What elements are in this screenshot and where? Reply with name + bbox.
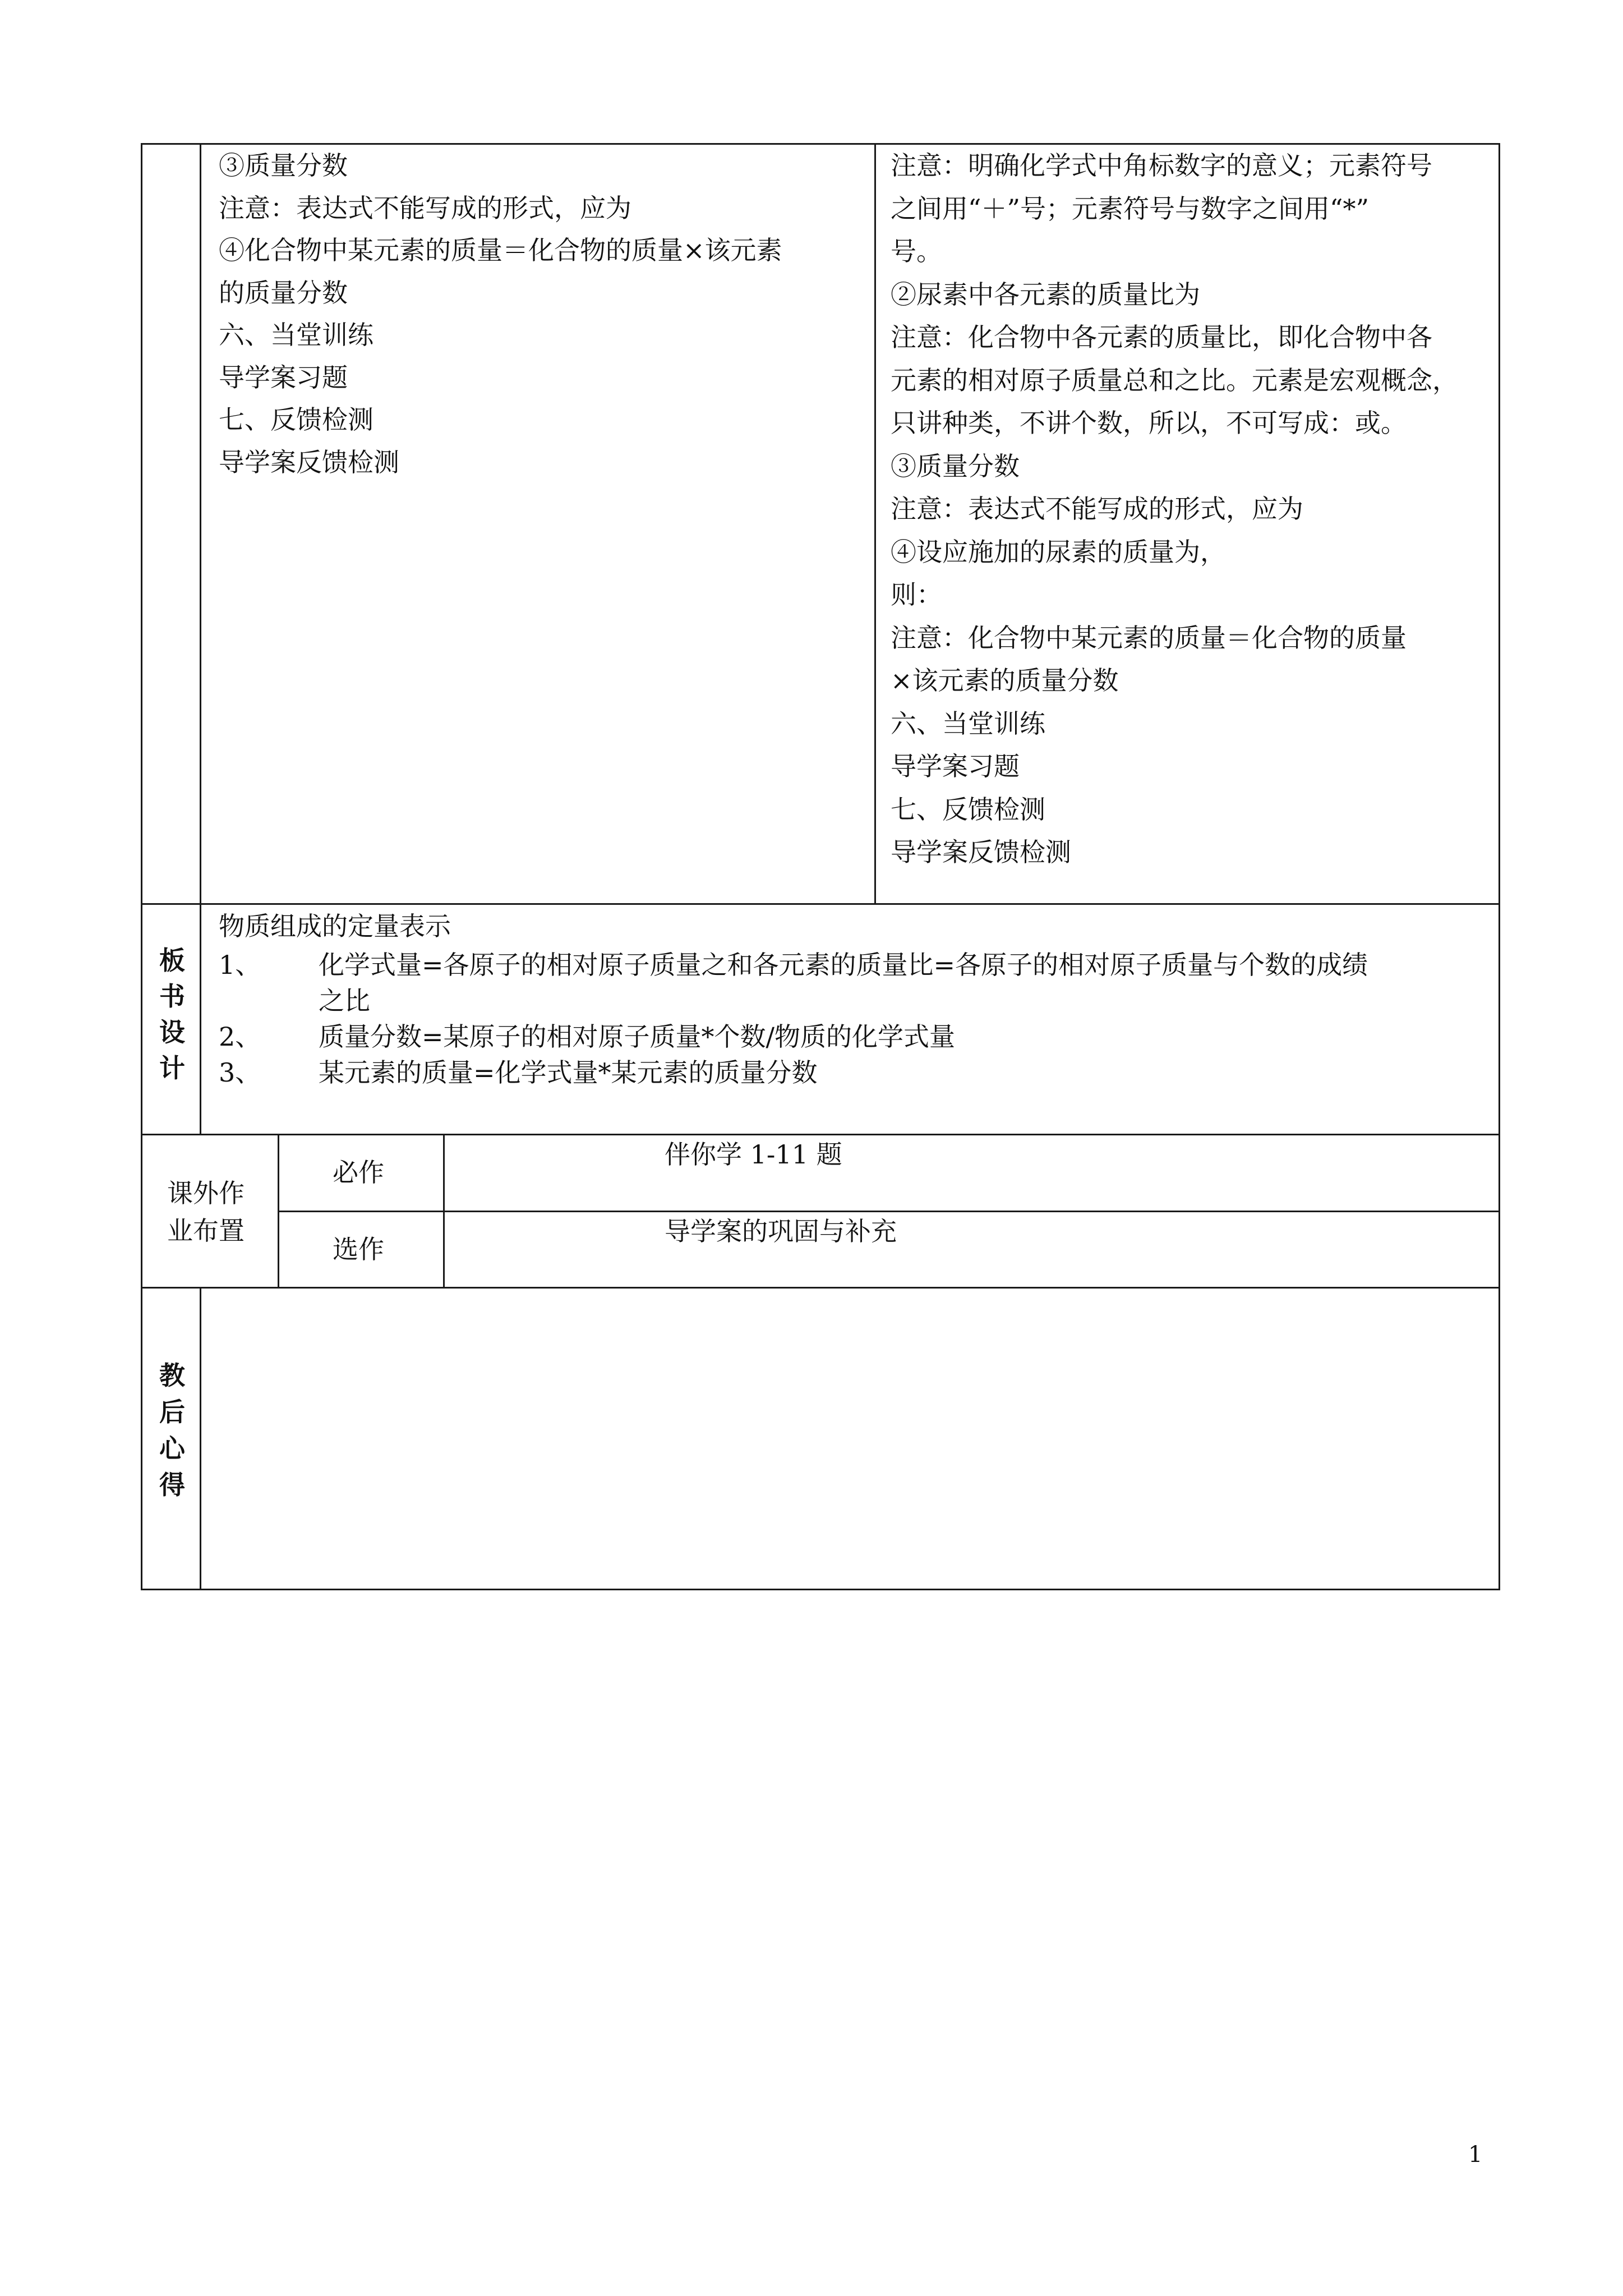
label-char: 教 [159, 1360, 185, 1391]
teacher-activity-column [219, 145, 782, 484]
list-item [219, 947, 1492, 983]
row-divider-board [141, 903, 1500, 905]
list-item [219, 983, 1492, 1019]
item-text: 之比 [319, 986, 370, 1016]
list-item [219, 1055, 1492, 1091]
text-line: ②尿素中各元素的质量比为 [891, 279, 1200, 310]
text-line: 之间用“＋”号；元素符号与数字之间用“*” [891, 193, 1370, 224]
text-line: 导学案习题 [891, 751, 1020, 781]
item-number: 3、 [219, 1057, 261, 1088]
table-right-border [1498, 143, 1500, 1590]
student-activity-column [891, 145, 1458, 875]
text-line: ③质量分数 [219, 150, 348, 181]
label-column-divider-top [200, 143, 201, 1135]
list-item [219, 1019, 1492, 1055]
text-line: 七、反馈检测 [891, 794, 1045, 825]
text-line: 则： [891, 579, 942, 610]
board-design-title: 物质组成的定量表示 [219, 911, 451, 941]
item-text: 某元素的质量=化学式量*某元素的质量分数 [319, 1057, 818, 1088]
text-line: ×该元素的质量分数 [891, 665, 1119, 696]
label-char: 板 [159, 945, 185, 976]
homework-type-divider [443, 1134, 445, 1289]
item-number: 1、 [219, 950, 261, 980]
text-line: 七、反馈检测 [219, 404, 374, 435]
label-char: 后 [159, 1397, 185, 1427]
text-line: 导学案反馈检测 [219, 447, 399, 477]
board-design-label [158, 942, 186, 1086]
reflection-content-area[interactable] [202, 1289, 1497, 1588]
label-char: 得 [159, 1470, 185, 1500]
text-line: 注意：表达式不能写成的形式，应为 [891, 494, 1303, 524]
page-number: 1 [1468, 2142, 1483, 2168]
label-char: 书 [159, 981, 185, 1011]
text-line: 导学案反馈检测 [891, 837, 1071, 867]
homework-label-line2: 业布置 [167, 1216, 245, 1246]
optional-label: 选作 [333, 1234, 384, 1264]
label-char: 计 [159, 1053, 185, 1083]
homework-label-divider [278, 1134, 279, 1289]
required-homework-text: 伴你学 1-11 题 [665, 1139, 842, 1170]
table-left-border [141, 143, 142, 1590]
text-line: ④化合物中某元素的质量＝化合物的质量×该元素 [219, 235, 782, 265]
text-line: ③质量分数 [891, 450, 1020, 481]
optional-homework-text: 导学案的巩固与补充 [665, 1216, 897, 1246]
text-line: 六、当堂训练 [891, 708, 1045, 739]
text-line: 导学案习题 [219, 362, 348, 393]
text-line: 元素的相对原子质量总和之比。元素是宏观概念， [891, 365, 1458, 395]
label-char: 设 [159, 1017, 185, 1047]
text-line: 六、当堂训练 [219, 320, 374, 350]
process-column-divider [874, 143, 876, 905]
reflection-label [158, 1358, 186, 1503]
text-line: 只讲种类，不讲个数，所以，不可写成：或。 [891, 408, 1407, 438]
label-char: 心 [159, 1433, 185, 1464]
item-text: 化学式量=各原子的相对原子质量之和各元素的质量比=各原子的相对原子质量与个数的成绩 [319, 950, 1368, 980]
text-line: ④设应施加的尿素的质量为， [891, 536, 1226, 567]
required-label: 必作 [333, 1157, 384, 1188]
label-column-divider-bottom [200, 1287, 201, 1590]
text-line: 号。 [891, 236, 942, 266]
table-bottom-border [141, 1589, 1500, 1590]
text-line: 注意：化合物中某元素的质量＝化合物的质量 [891, 622, 1407, 653]
board-design-list [219, 947, 1492, 1091]
text-line: 注意：表达式不能写成的形式，应为 [219, 192, 631, 223]
row-divider-reflection [141, 1287, 1500, 1289]
item-text: 质量分数=某原子的相对原子质量*个数/物质的化学式量 [319, 1022, 956, 1052]
item-number: 2、 [219, 1022, 261, 1052]
text-line: 注意：化合物中各元素的质量比，即化合物中各 [891, 322, 1432, 352]
text-line: 注意：明确化学式中角标数字的意义；元素符号 [891, 150, 1432, 181]
homework-label-line1: 课外作 [167, 1178, 245, 1208]
text-line: 的质量分数 [219, 277, 348, 308]
